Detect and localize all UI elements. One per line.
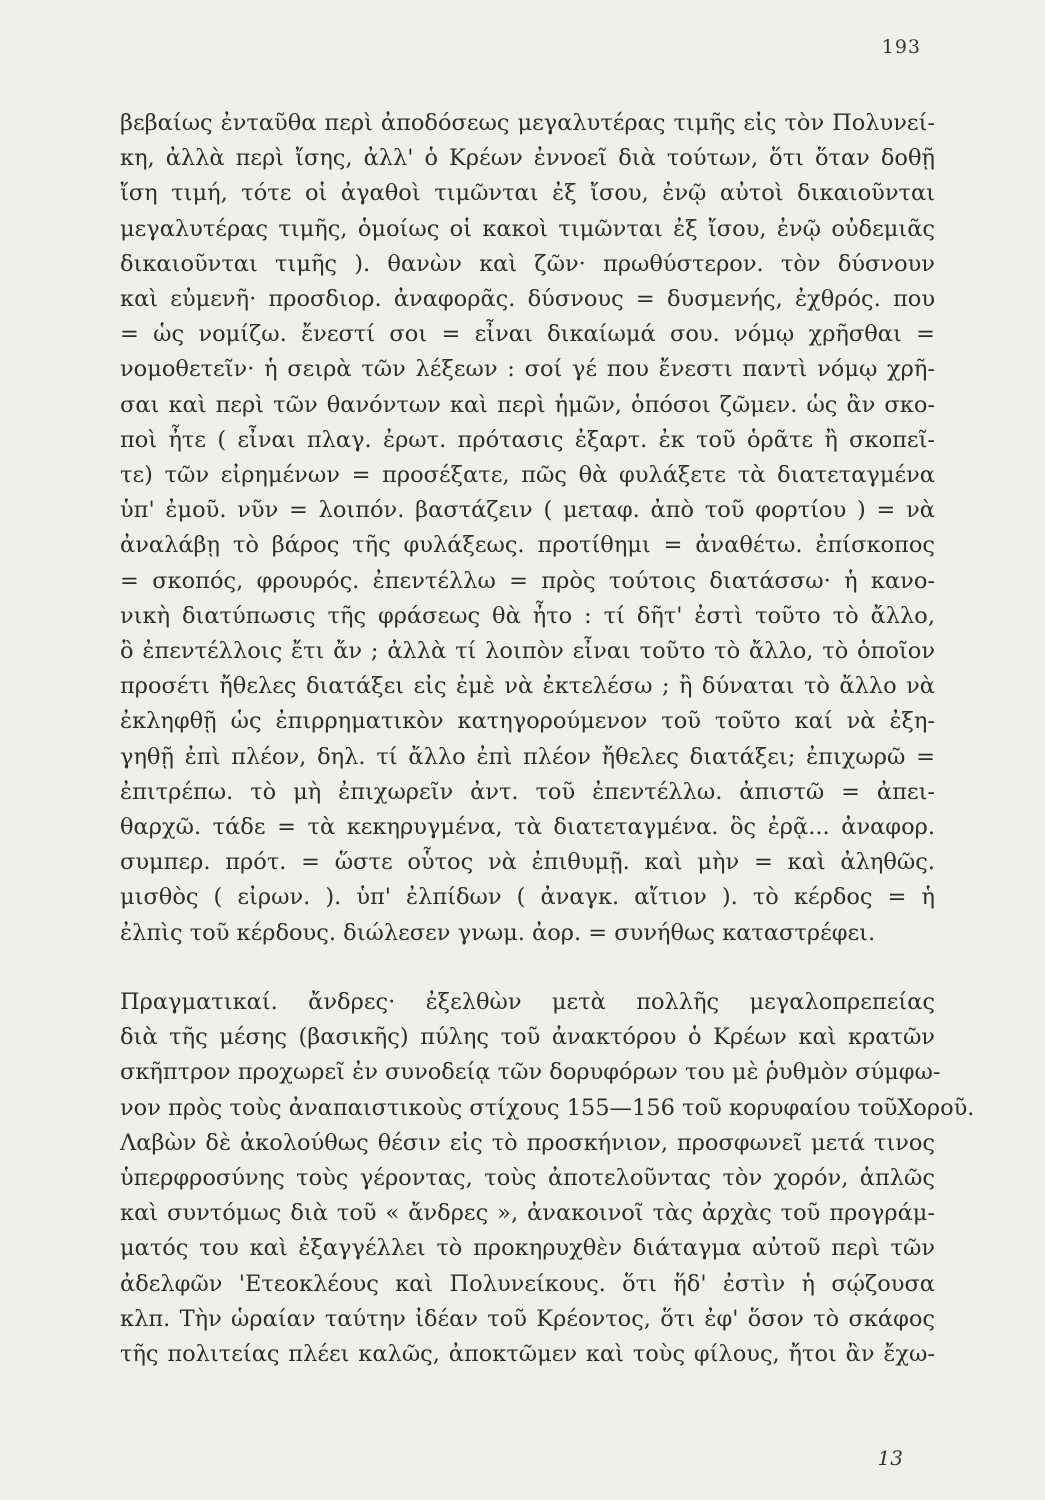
- text-line: προσέτι ἤθελες διατάξει εἰς ἐμὲ νὰ ἐκτελέσω ; ἢ δύναται τὸ ἄλλο νὰ: [120, 673, 935, 700]
- text-line: μισθὸς ( εἰρων. ). ὑπ' ἐλπίδων ( ἀναγκ. αἴτιον ). τὸ κέρδος = ἡ: [120, 884, 935, 911]
- text-line: ὑπ' ἐμοῦ. νῦν = λοιπόν. βαστάζειν ( μεταφ. ἀπὸ τοῦ φορτίου ) = νὰ: [120, 497, 935, 524]
- text-line: ὃ ἐπεντέλλοις ἔτι ἄν ; ἀλλὰ τί λοιπὸν εἶναι τοῦτο τὸ ἄλλο, τὸ ὁποῖον: [120, 638, 935, 664]
- text-line: Πραγματικαί. ἄνδρες· ἐξελθὼν μετὰ πολλῆς μεγαλοπρεπείας: [120, 989, 935, 1015]
- text-line: τῆς πολιτείας πλέει καλῶς, ἀποκτῶμεν καὶ τοὺς φίλους, ἤτοι ἂν ἔχω-: [120, 1341, 935, 1367]
- text-line: νικὴ διατύπωσις τῆς φράσεως θὰ ἦτο : τί δῆτ' ἐστὶ τοῦτο τὸ ἄλλο,: [120, 602, 935, 629]
- text-line: καὶ εὐμενῆ· προσδιορ. ἀναφορᾶς. δύσνους = δυσμενής, ἐχθρός. που: [120, 286, 935, 312]
- text-line: τε) τῶν εἰρημένων = προσέξατε, πῶς θὰ φυλάξετε τὰ διατεταγμένα: [120, 462, 935, 488]
- text-line: κλπ. Τὴν ὡραίαν ταύτην ἰδέαν τοῦ Κρέοντος, ὅτι ἐφ' ὅσον τὸ σκάφος: [120, 1305, 935, 1332]
- text-line: ματός του καὶ ἐξαγγέλλει τὸ προκηρυχθὲν διάταγμα αὐτοῦ περὶ τῶν: [120, 1235, 935, 1262]
- text-line: μεγαλυτέρας τιμῆς, ὁμοίως οἱ κακοὶ τιμῶνται ἐξ ἴσου, ἐνῷ οὐδεμιᾶς: [120, 215, 935, 242]
- text-line: σκῆπτρον προχωρεῖ ἐν συνοδείᾳ τῶν δορυφόρων του μὲ ῥυθμὸν σύμφω-: [120, 1059, 941, 1086]
- text-line: δικαιοῦνται τιμῆς ). θανὼν καὶ ζῶν· πρωθύστερον. τὸν δύσνουν: [120, 250, 935, 277]
- text-line: θαρχῶ. τάδε = τὰ κεκηρυγμένα, τὰ διατεταγμένα. ὃς ἐρᾷ... ἀναφορ.: [120, 814, 935, 840]
- text-line: ἴση τιμή, τότε οἱ ἀγαθοὶ τιμῶνται ἐξ ἴσου, ἐνῷ αὐτοὶ δικαιοῦνται: [120, 180, 935, 207]
- text-line: καὶ συντόμως διὰ τοῦ « ἄνδρες », ἀνακοινοῖ τὰς ἀρχὰς τοῦ προγράμ-: [120, 1200, 935, 1227]
- text-line: ἐλπὶς τοῦ κέρδους. διώλεσεν γνωμ. ἀορ. = συνήθως καταστρέφει.: [120, 919, 876, 946]
- text-line: συμπερ. πρότ. = ὥστε οὗτος νὰ ἐπιθυμῇ. καὶ μὴν = καὶ ἀληθῶς.: [120, 849, 935, 876]
- text-line: ποὶ ἦτε ( εἶναι πλαγ. ἐρωτ. πρότασις ἐξαρτ. ἐκ τοῦ ὁρᾶτε ἢ σκοπεῖ-: [120, 426, 935, 453]
- footer-signature-mark: 13: [877, 1446, 903, 1470]
- text-line: κη, ἀλλὰ περὶ ἴσης, ἀλλ' ὁ Κρέων ἐννοεῖ διὰ τούτων, ὅτι ὅταν δοθῇ: [120, 145, 935, 172]
- text-line: = ὡς νομίζω. ἔνεστί σοι = εἶναι δικαίωμά σου. νόμῳ χρῆσθαι =: [120, 321, 935, 348]
- page-number: 193: [881, 36, 921, 58]
- text-line: ὑπερφροσύνης τοὺς γέροντας, τοὺς ἀποτελοῦντας τὸν χορόν, ἁπλῶς: [120, 1165, 935, 1191]
- text-line: ἀναλάβῃ τὸ βάρος τῆς φυλάξεως. προτίθημι = ἀναθέτω. ἐπίσκοπος: [120, 532, 935, 559]
- text-line: νομοθετεῖν· ἡ σειρὰ τῶν λέξεων : σοί γέ που ἔνεστι παντὶ νόμῳ χρῆ-: [120, 356, 935, 383]
- text-line: ἐπιτρέπω. τὸ μὴ ἐπιχωρεῖν ἀντ. τοῦ ἐπεντέλλω. ἀπιστῶ = ἀπει-: [120, 778, 935, 805]
- text-line: ἀδελφῶν 'Ετεοκλέους καὶ Πολυνείκους. ὅτι ἥδ' ἐστὶν ἡ σῴζουσα: [120, 1270, 935, 1297]
- text-line: σαι καὶ περὶ τῶν θανόντων καὶ περὶ ἡμῶν, ὁπόσοι ζῶμεν. ὡς ἂν σκο-: [120, 391, 935, 418]
- text-line: = σκοπός, φρουρός. ἐπεντέλλω = πρὸς τούτοις διατάσσω· ἡ κανο-: [120, 567, 935, 594]
- text-line: Λαβὼν δὲ ἀκολούθως θέσιν εἰς τὸ προσκήνιον, προσφωνεῖ μετά τινος: [120, 1129, 935, 1156]
- text-line: γηθῇ ἐπὶ πλέον, δηλ. τί ἄλλο ἐπὶ πλέον ἤθελες διατάξει; ἐπιχωρῶ =: [120, 743, 935, 770]
- text-line: νον πρὸς τοὺς ἀναπαιστικοὺς στίχους 155—156 τοῦ κορυφαίου τοῦΧοροῦ.: [120, 1094, 975, 1121]
- text-line: ἐκληφθῇ ὡς ἐπιρρηματικὸν κατηγορούμενον τοῦ τοῦτο καί νὰ ἐξη-: [120, 708, 935, 735]
- text-line: βεβαίως ἐνταῦθα περὶ ἀποδόσεως μεγαλυτέρας τιμῆς εἰς τὸν Πολυνεί-: [120, 110, 935, 136]
- text-line: διὰ τῆς μέσης (βασικῆς) πύλης τοῦ ἀνακτόρου ὁ Κρέων καὶ κρατῶν: [120, 1024, 935, 1051]
